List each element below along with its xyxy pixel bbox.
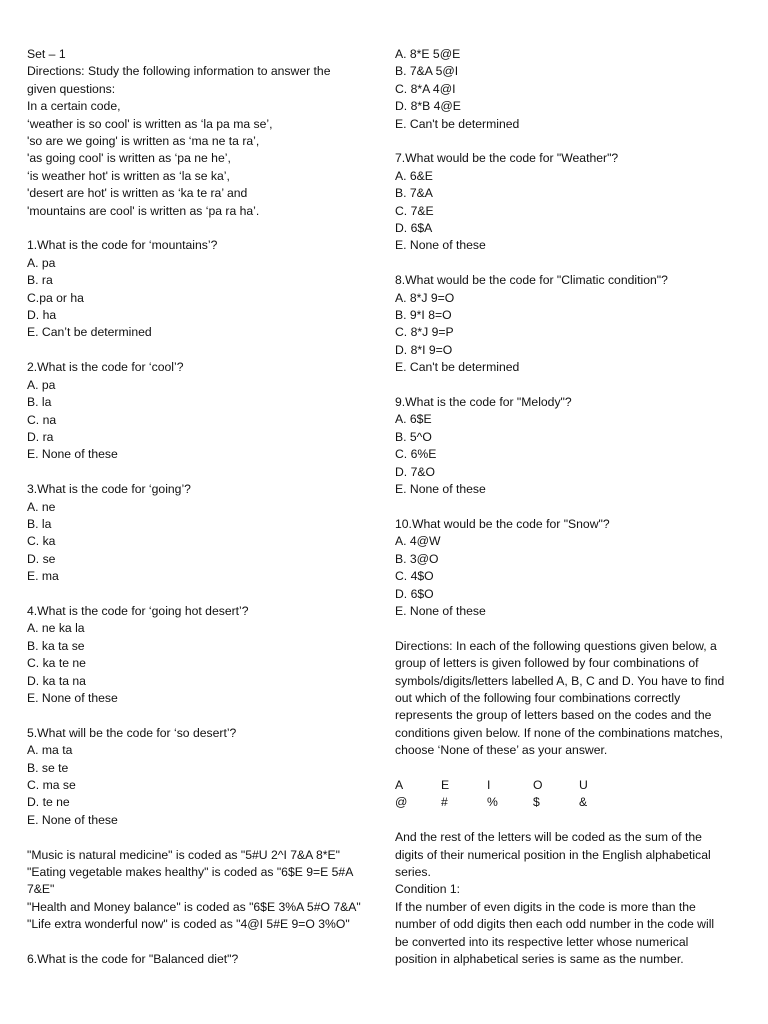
code-statement: 7&E" — [27, 882, 55, 897]
question-4 — [27, 603, 372, 707]
intro-block — [27, 46, 372, 220]
directions-line: choose ‘None of these’ as your answer. — [395, 743, 608, 758]
option: A. pa — [27, 377, 56, 392]
option: E. Can't be determined — [395, 116, 520, 131]
condition-line: number of odd digits then each odd number in the code will — [395, 917, 715, 932]
option: B. 9*I 8=O — [395, 308, 452, 323]
option: C. ka te ne — [27, 656, 86, 671]
directions-line: group of letters is given followed by four combinations of — [395, 656, 699, 671]
option: D. 7&O — [395, 464, 435, 479]
option: D. se — [27, 551, 56, 566]
question-text: 8.What would be the code for "Climatic condition"? — [395, 273, 668, 288]
code-line: 'desert are hot' is written as ‘ka te ra’ and — [27, 186, 248, 201]
question-10 — [395, 516, 745, 620]
symbol-cell: & — [579, 795, 588, 810]
rule-line: series. — [395, 864, 431, 879]
code-line: ‘weather is so cool' is written as ‘la pa ma se’, — [27, 116, 273, 131]
question-2 — [27, 359, 372, 463]
option: E. Can’t be determined — [27, 325, 152, 340]
option: E. None of these — [395, 603, 486, 618]
option: C.pa or ha — [27, 290, 84, 305]
option: A. pa — [27, 255, 56, 270]
condition-line: If the number of even digits in the code is more than the — [395, 899, 696, 914]
letter-cell: U — [579, 777, 588, 792]
option: C. ma se — [27, 777, 76, 792]
option: D. 8*I 9=O — [395, 342, 453, 357]
option: C. 4$O — [395, 569, 434, 584]
option: A. 6&E — [395, 168, 433, 183]
condition-1 — [395, 881, 745, 968]
question-7 — [395, 150, 745, 254]
directions-line: Directions: Study the following information to answer the — [27, 64, 331, 79]
option: A. 4@W — [395, 534, 441, 549]
option: D. 6$O — [395, 586, 434, 601]
condition-title: Condition 1: — [395, 882, 461, 897]
option: B. la — [27, 516, 52, 531]
condition-line: position in alphabetical series is same as the number. — [395, 951, 684, 966]
question-text: 3.What is the code for ‘going’? — [27, 482, 191, 497]
option: D. 6$A — [395, 221, 433, 236]
option: B. ka ta se — [27, 638, 85, 653]
letter-symbol-table — [395, 777, 745, 812]
option: C. na — [27, 412, 57, 427]
option: E. Can't be determined — [395, 360, 520, 375]
option: B. ra — [27, 273, 53, 288]
question-8 — [395, 272, 745, 376]
option: B. 7&A — [395, 186, 433, 201]
option: C. 7&E — [395, 203, 434, 218]
question-9 — [395, 394, 745, 498]
option: E. None of these — [27, 690, 118, 705]
question-5 — [27, 725, 372, 829]
question-text: 2.What is the code for ‘cool’? — [27, 360, 184, 375]
rule-line: And the rest of the letters will be coded as the sum of the — [395, 830, 702, 845]
option: A. ma ta — [27, 743, 73, 758]
code-line: 'as going cool' is written as ‘pa ne he’, — [27, 151, 231, 166]
option: C. 8*J 9=P — [395, 325, 454, 340]
option: D. 8*B 4@E — [395, 99, 461, 114]
code-statement: "Music is natural medicine" is coded as "5#U 2^I 7&A 8*E" — [27, 847, 340, 862]
option: B. se te — [27, 760, 69, 775]
directions-line: Directions: In each of the following questions given below, a — [395, 638, 717, 653]
directions-line: out which of the following four combinations correctly — [395, 690, 681, 705]
question-text: 1.What is the code for ‘mountains’? — [27, 238, 218, 253]
option: A. ne — [27, 499, 56, 514]
rest-letters-rule — [395, 829, 745, 881]
option: E. None of these — [395, 482, 486, 497]
option: B. 3@O — [395, 551, 439, 566]
code-statement: "Eating vegetable makes healthy" is coded as "6$E 9=E 5#A — [27, 865, 354, 879]
directions-line: conditions given below. If none of the combinations matches, — [395, 725, 723, 740]
code-line: 'so are we going' is written as ‘ma ne ta ra’, — [27, 134, 260, 149]
intro-line: In a certain code, — [27, 99, 121, 114]
option: D. ka ta na — [27, 673, 86, 688]
code-statements — [27, 847, 372, 934]
letter-cell: I — [487, 777, 491, 792]
question-text: 7.What would be the code for "Weather"? — [395, 151, 619, 166]
left-column — [27, 46, 372, 968]
option: D. te ne — [27, 795, 70, 810]
directions-2 — [395, 638, 745, 760]
question-text: 5.What will be the code for ‘so desert’? — [27, 725, 237, 740]
option: B. 7&A 5@I — [395, 64, 459, 79]
option: A. 8*E 5@E — [395, 47, 461, 61]
letters-row — [395, 777, 745, 794]
option: C. ka — [27, 534, 56, 549]
option: D. ra — [27, 429, 54, 444]
option: A. 8*J 9=O — [395, 290, 455, 305]
symbol-cell: # — [441, 795, 448, 810]
question-text: 4.What is the code for ‘going hot desert’? — [27, 603, 249, 618]
code-line: ‘is weather hot' is written as ‘la se ka’, — [27, 168, 230, 183]
letter-cell: A — [395, 777, 404, 792]
option: E. None of these — [27, 812, 118, 827]
question-6-options — [395, 46, 745, 133]
option: D. ha — [27, 308, 57, 323]
symbol-cell: $ — [533, 795, 540, 810]
symbol-cell: % — [487, 795, 498, 810]
directions-line: represents the group of letters based on the codes and the — [395, 708, 712, 723]
symbol-cell: @ — [395, 795, 408, 810]
letter-cell: O — [533, 777, 543, 792]
option: E. None of these — [27, 447, 118, 462]
rule-line: digits of their numerical position in the English alphabetical — [395, 847, 711, 862]
directions-line: given questions: — [27, 81, 116, 96]
option: E. ma — [27, 569, 59, 584]
question-1 — [27, 237, 372, 341]
option: C. 8*A 4@I — [395, 81, 456, 96]
question-6-text: 6.What is the code for "Balanced diet"? — [27, 952, 239, 967]
question-text: 9.What is the code for "Melody"? — [395, 395, 572, 410]
option: E. None of these — [395, 238, 486, 253]
option: A. 6$E — [395, 412, 432, 427]
question-3 — [27, 481, 372, 585]
set-title: Set – 1 — [27, 47, 66, 61]
code-statement: "Life extra wonderful now" is coded as "4@I 5#E 9=O 3%O" — [27, 917, 350, 932]
code-line: 'mountains are cool' is written as ‘pa ra ha’. — [27, 203, 260, 218]
option: A. ne ka la — [27, 621, 85, 636]
option: B. la — [27, 395, 52, 410]
letter-cell: E — [441, 777, 450, 792]
symbols-row — [395, 794, 745, 811]
condition-line: be converted into its respective letter whose numerical — [395, 934, 689, 949]
right-column — [395, 46, 745, 968]
option: B. 5^O — [395, 429, 432, 444]
directions-line: symbols/digits/letters labelled A, B, C and D. You have to find — [395, 673, 725, 688]
option: C. 6%E — [395, 447, 437, 462]
question-text: 10.What would be the code for "Snow"? — [395, 516, 610, 531]
code-statement: "Health and Money balance" is coded as "6$E 3%A 5#O 7&A" — [27, 899, 361, 914]
